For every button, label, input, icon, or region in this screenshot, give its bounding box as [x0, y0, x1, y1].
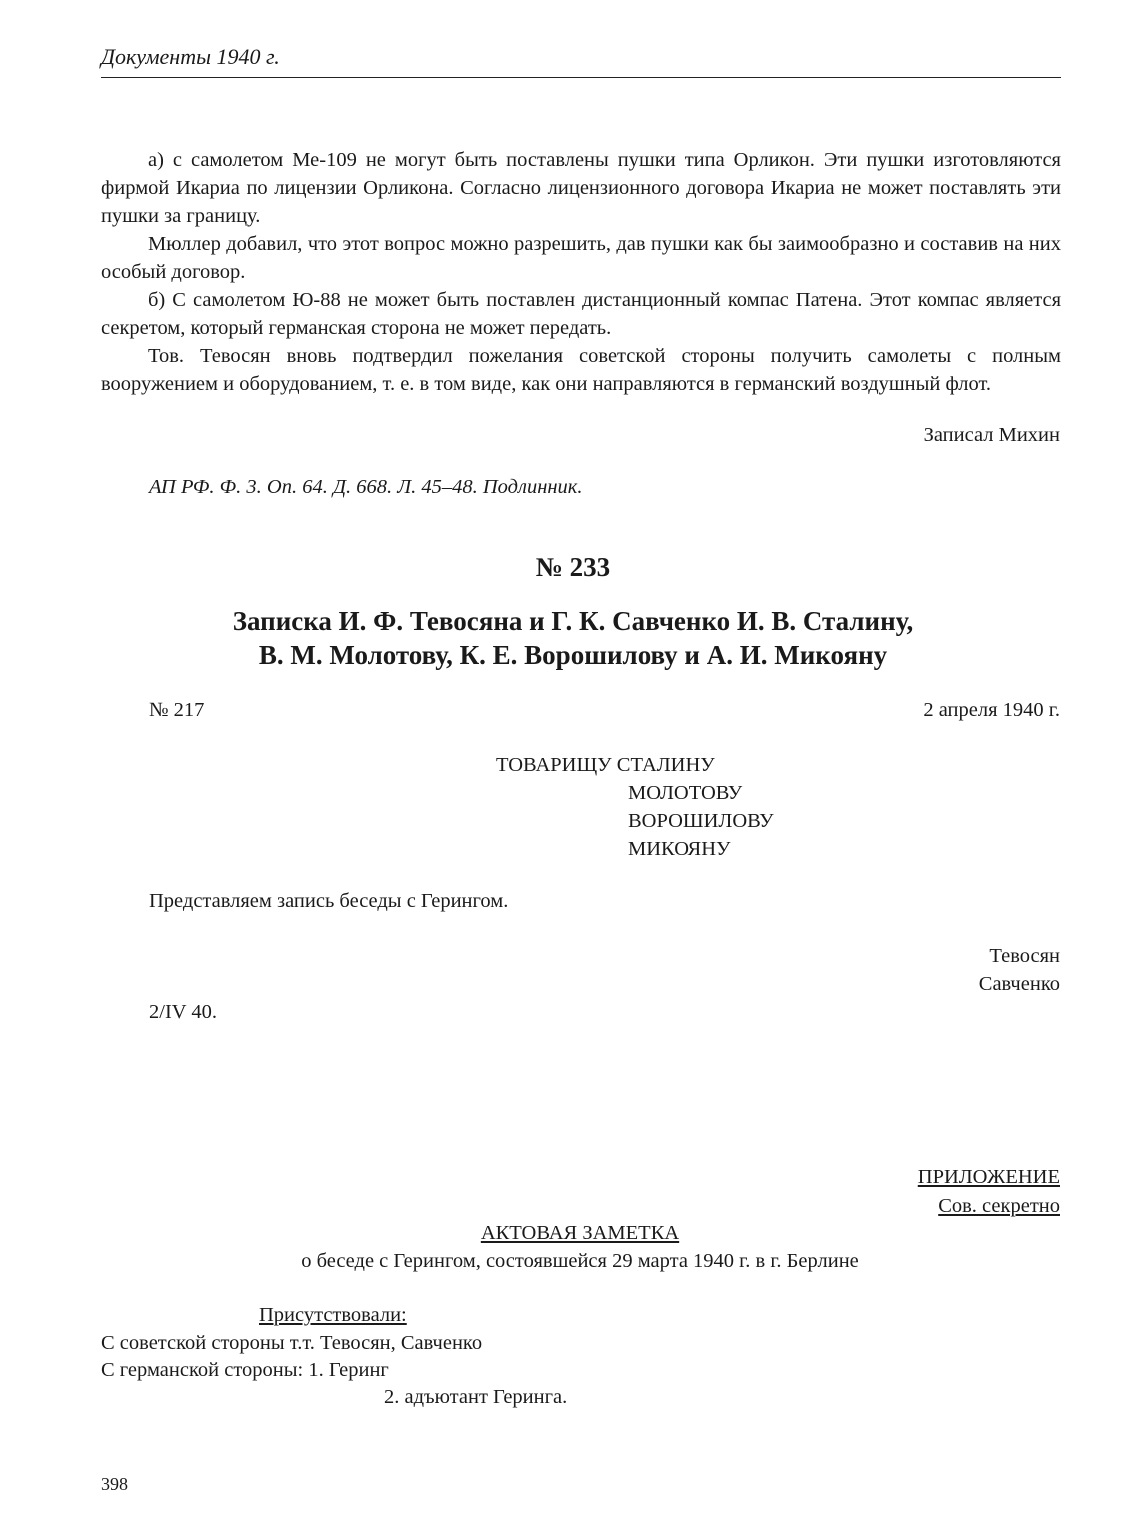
- german-side-2: 2. адъютант Геринга.: [384, 1386, 568, 1408]
- document-body: Представляем запись беседы с Герингом.: [149, 890, 509, 912]
- document-number: № 233: [535, 552, 611, 582]
- signature: Савченко: [978, 973, 1060, 995]
- document-title: [0, 604, 1146, 672]
- title-line: Записка И. Ф. Тевосяна и Г. К. Савченко И. В. Сталину,: [232, 606, 914, 636]
- soviet-side: С советской стороны т.т. Тевосян, Савченко: [101, 1332, 483, 1354]
- paragraph: Мюллер добавил, что этот вопрос можно разрешить, дав пушки как бы заимообразно и составив на них особый договор.: [101, 233, 1061, 283]
- paragraph: Тов. Тевосян вновь подтвердил пожелания советской стороны получить самолеты с полным вооружением и оборудованием, т. е. в том виде, как они направляются в германский воздушный флот.: [101, 345, 1061, 395]
- appendix-heading: АКТОВАЯ ЗАМЕТКА: [480, 1222, 680, 1244]
- intro-text: [101, 146, 1061, 398]
- page-number: 398: [101, 1474, 128, 1494]
- header-rule: [101, 77, 1061, 78]
- addressee: МОЛОТОВУ: [628, 782, 743, 804]
- short-date: 2/IV 40.: [149, 1001, 217, 1023]
- archive-source: АП РФ. Ф. 3. Оп. 64. Д. 668. Л. 45–48. Подлинник.: [149, 476, 583, 498]
- reference-number: № 217: [149, 699, 205, 721]
- recorded-by: Записал Михин: [923, 424, 1060, 446]
- running-head: Документы 1940 г.: [101, 44, 280, 69]
- appendix-subheading: о беседе с Герингом, состоявшейся 29 марта 1940 г. в г. Берлине: [301, 1250, 859, 1272]
- addressee: ТОВАРИЩУ СТАЛИНУ: [496, 754, 715, 776]
- title-line: В. М. Молотову, К. Е. Ворошилову и А. И. Микояну: [258, 640, 888, 670]
- present-label: Присутствовали:: [259, 1304, 407, 1326]
- german-side: С германской стороны: 1. Геринг: [101, 1359, 389, 1381]
- addressee: МИКОЯНУ: [628, 838, 731, 860]
- signature: Тевосян: [989, 945, 1060, 967]
- document-date: 2 апреля 1940 г.: [923, 699, 1060, 721]
- appendix-label: ПРИЛОЖЕНИЕ: [917, 1166, 1060, 1188]
- classification-stamp: Сов. секретно: [938, 1195, 1060, 1217]
- paragraph: а) с самолетом Ме-109 не могут быть поставлены пушки типа Орликон. Эти пушки изготовляются фирмой Икариа по лицензии Орликона. Согласно лицензионного договора Икариа не может поставлять эти пушки за границу.: [101, 149, 1061, 227]
- paragraph: б) С самолетом Ю-88 не может быть поставлен дистанционный компас Патена. Этот компас является секретом, который германская сторона не может передать.: [101, 289, 1061, 339]
- addressee: ВОРОШИЛОВУ: [628, 810, 774, 832]
